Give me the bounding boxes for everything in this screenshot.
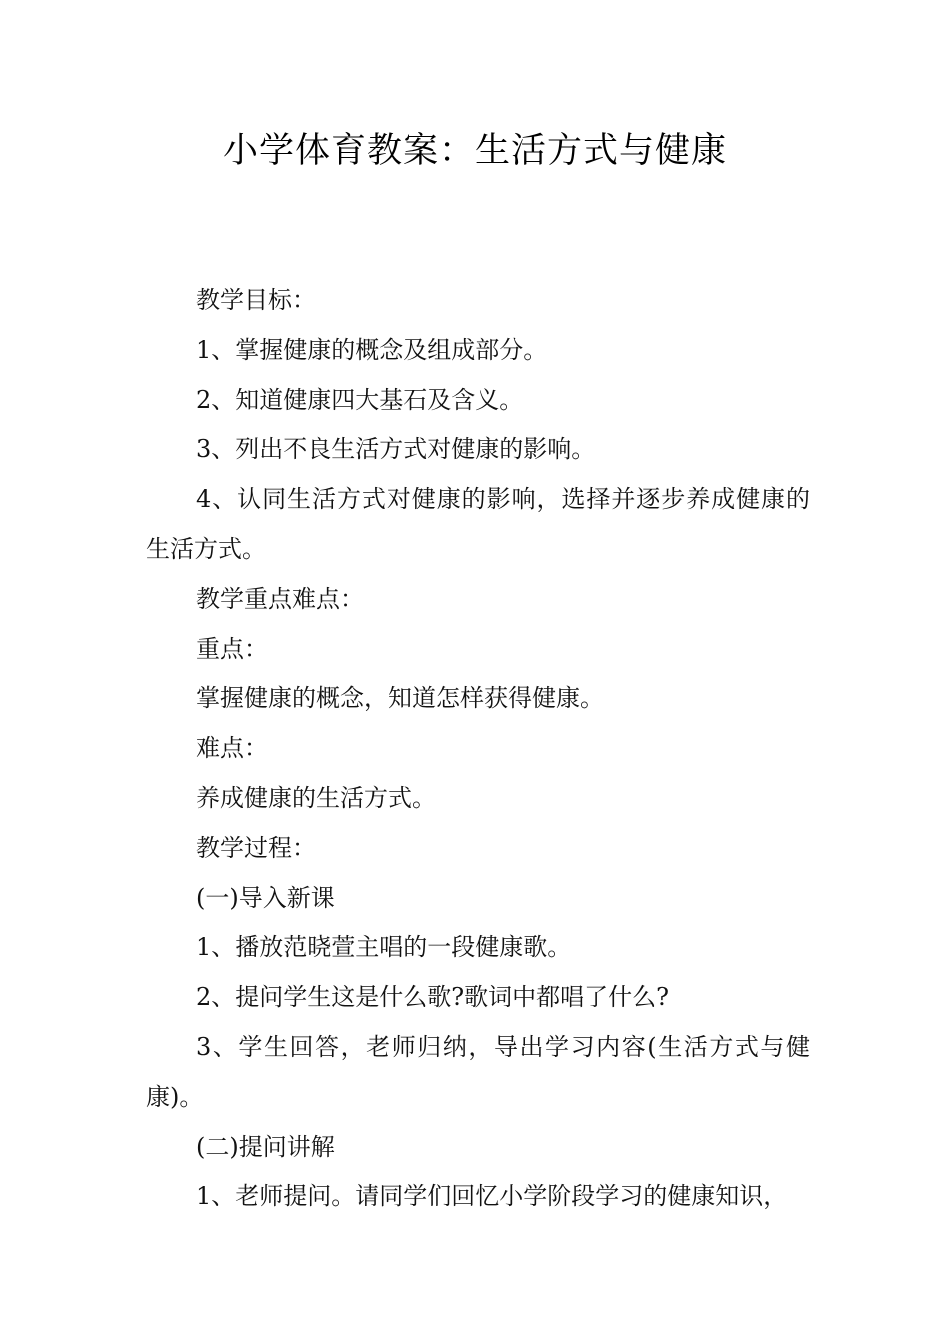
paragraph-objectives-heading: 教学目标：: [196, 286, 316, 314]
paragraph-objective-4: 4、认同生活方式对健康的影响，选择并逐步养成健康的生活方式。: [146, 485, 810, 563]
paragraph-key-points-heading: 教学重点难点：: [196, 584, 364, 613]
paragraph-difficulty-text: 养成健康的生活方式。: [196, 783, 436, 812]
paragraph-section-2-heading: (二)提问讲解: [196, 1132, 335, 1161]
paragraph-section-1-step-3: 3、学生回答，老师归纳，导出学习内容(生活方式与健康)。: [146, 1032, 810, 1111]
document-title: 小学体育教案：生活方式与健康: [222, 131, 727, 171]
paragraph-difficulty-label: 难点：: [196, 734, 268, 763]
paragraph-objective-1: 1、掌握健康的概念及组成部分。: [196, 335, 548, 364]
paragraph-section-2-step-1: 1、老师提问。请同学们回忆小学阶段学习的健康知识，: [196, 1182, 788, 1211]
paragraph-process-heading: 教学过程：: [196, 833, 316, 862]
paragraph-objective-3: 3、列出不良生活方式对健康的影响。: [196, 435, 596, 464]
paragraph-section-1-step-2: 2、提问学生这是什么歌?歌词中都唱了什么?: [196, 983, 670, 1012]
paragraph-key-point-label: 重点：: [196, 634, 268, 663]
paragraph-objective-2: 2、知道健康四大基石及含义。: [196, 385, 524, 414]
paragraph-section-1-heading: (一)导入新课: [196, 883, 335, 912]
paragraph-section-1-step-1: 1、播放范晓萱主唱的一段健康歌。: [196, 933, 572, 962]
paragraph-key-point-text: 掌握健康的概念，知道怎样获得健康。: [196, 684, 604, 713]
document-body: [146, 276, 810, 1222]
